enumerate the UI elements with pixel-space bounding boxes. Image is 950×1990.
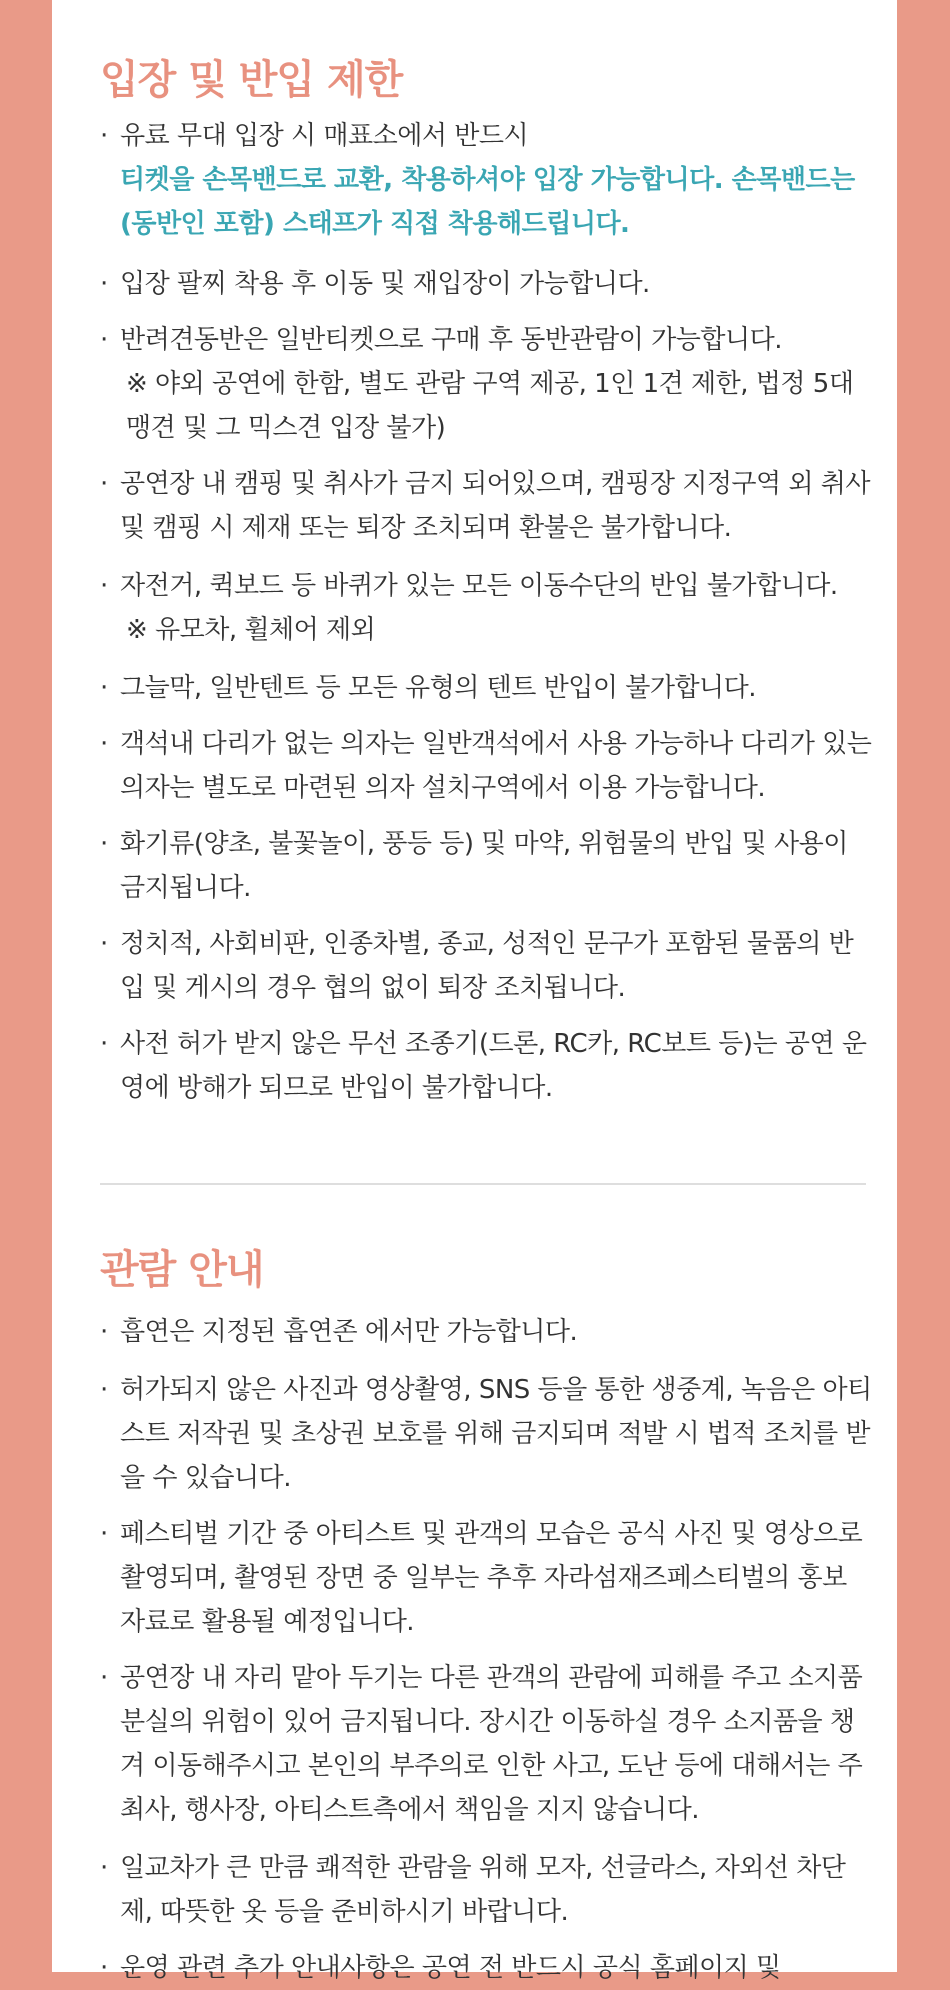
item-text: 객석내 다리가 없는 의자는 일반객석에서 사용 가능하나 다리가 있는 의자는 별도로 마련된 의자 설치구역에서 이용 가능합니다. — [120, 729, 872, 803]
list-item — [100, 462, 875, 550]
item-note: ※ 유모차, 휠체어 제외 — [126, 615, 376, 645]
list-item — [100, 1656, 875, 1832]
bullet: · — [100, 1317, 108, 1347]
bullet: · — [100, 1853, 108, 1883]
item-text: 페스티벌 기간 중 아티스트 및 관객의 모습은 공식 사진 및 영상으로 촬영되며, 촬영된 장면 중 일부는 추후 자라섬재즈페스티벌의 홍보 자료로 활용될 예정입니다. — [120, 1519, 863, 1637]
restrictions-title: 입장 및 반입 제한 — [100, 57, 403, 103]
list-item — [100, 318, 875, 450]
list-item — [100, 1022, 875, 1110]
list-item — [100, 564, 875, 652]
bullet: · — [100, 571, 108, 601]
highlight-text: (동반인 포함) 스태프가 직접 착용해드립니다. — [120, 209, 630, 239]
list-item — [100, 262, 875, 306]
list-item — [100, 922, 875, 1010]
bullet: · — [100, 1663, 108, 1693]
item-text: 공연장 내 캠핑 및 취사가 금지 되어있으며, 캠핑장 지정구역 외 취사 및 캠핑 시 제재 또는 퇴장 조치되며 환불은 불가합니다. — [120, 469, 871, 543]
bullet: · — [100, 673, 108, 703]
list-item — [100, 1946, 875, 1990]
item-text: 입장 팔찌 착용 후 이동 및 재입장이 가능합니다. — [120, 269, 650, 299]
item-text: 반려견동반은 일반티켓으로 구매 후 동반관람이 가능합니다. — [120, 325, 782, 355]
item-text: 허가되지 않은 사진과 영상촬영, SNS 등을 통한 생중계, 녹음은 아티스트 저작권 및 초상권 보호를 위해 금지되며 적발 시 법적 조치를 받을 수 있습니다. — [120, 1375, 872, 1493]
item-text: 자전거, 퀵보드 등 바퀴가 있는 모든 이동수단의 반입 불가합니다. — [120, 571, 838, 601]
bullet: · — [100, 121, 108, 151]
section-divider — [100, 1183, 866, 1185]
list-item — [100, 822, 875, 910]
item-text: 흡연은 지정된 흡연존 에서만 가능합니다. — [120, 1317, 578, 1347]
bullet: · — [100, 929, 108, 959]
item-text: 화기류(양초, 불꽃놀이, 풍등 등) 및 마약, 위험물의 반입 및 사용이 금지됩니다. — [120, 829, 848, 903]
list-item — [100, 1512, 875, 1644]
list-item — [100, 1310, 875, 1354]
bullet: · — [100, 1953, 108, 1983]
item-text: 운영 관련 추가 안내사항은 공연 전 반드시 공식 홈페이지 및 — [120, 1953, 781, 1983]
bullet: · — [100, 1029, 108, 1059]
bullet: · — [100, 829, 108, 859]
item-note: ※ 야외 공연에 한함, 별도 관람 구역 제공, 1인 1견 제한, 법정 5대 맹견 및 그 믹스견 입장 불가) — [126, 369, 854, 443]
bullet: · — [100, 729, 108, 759]
highlight-text: 티켓을 손목밴드로 교환, 착용하셔야 입장 가능합니다. 손목밴드는 — [120, 165, 855, 195]
list-item — [100, 1846, 875, 1934]
item-text: 그늘막, 일반텐트 등 모든 유형의 텐트 반입이 불가합니다. — [120, 673, 757, 703]
bullet: · — [100, 269, 108, 299]
item-text: 유료 무대 입장 시 매표소에서 반드시 — [120, 121, 529, 151]
bullet: · — [100, 325, 108, 355]
list-item — [100, 722, 875, 810]
item-text: 정치적, 사회비판, 인종차별, 종교, 성적인 문구가 포함된 물품의 반입 및 게시의 경우 협의 없이 퇴장 조치됩니다. — [120, 929, 854, 1003]
bullet: · — [100, 1519, 108, 1549]
viewing-title: 관람 안내 — [100, 1247, 264, 1293]
item-text: 사전 허가 받지 않은 무선 조종기(드론, RC카, RC보트 등)는 공연 운영에 방해가 되므로 반입이 불가합니다. — [120, 1029, 867, 1103]
bullet: · — [100, 469, 108, 499]
item-text: 일교차가 큰 만큼 쾌적한 관람을 위해 모자, 선글라스, 자외선 차단제, 따뜻한 옷 등을 준비하시기 바랍니다. — [120, 1853, 846, 1927]
list-item — [100, 666, 875, 710]
list-item — [100, 1368, 875, 1500]
notice-panel — [52, 0, 897, 1983]
item-text: 공연장 내 자리 맡아 두기는 다른 관객의 관람에 피해를 주고 소지품 분실의 위험이 있어 금지됩니다. 장시간 이동하실 경우 소지품을 챙겨 이동해주시고 본인의 부주의로 인한 사고, 도난 등에 대해서는 주최사, 행사장, 아티스트측에서 책임을 지지 않습니다. — [120, 1663, 863, 1825]
bullet: · — [100, 1375, 108, 1405]
list-item — [100, 114, 875, 246]
